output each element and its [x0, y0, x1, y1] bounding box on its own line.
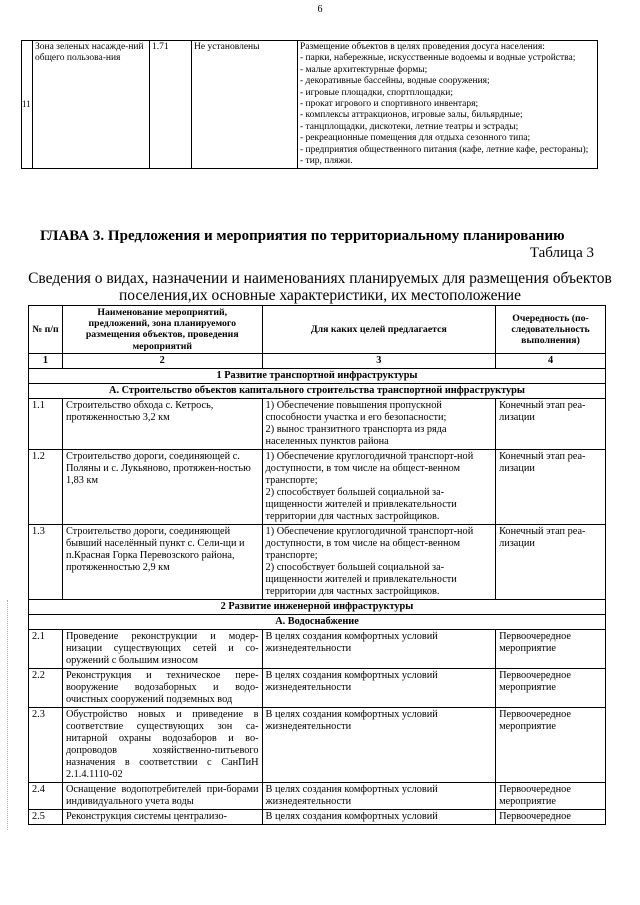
list-item: - танцплощадки, дискотеки, летние театры и эстрады;	[300, 121, 519, 132]
table-row	[29, 398, 606, 449]
row-name: Реконструкция системы централизо-	[62, 809, 262, 824]
scan-edge-marks	[7, 600, 9, 830]
list-item: - тир, пляжи.	[300, 156, 353, 167]
subsection-row	[29, 614, 606, 629]
row-purpose: В целях создания комфортных условий жизнедеятельности	[262, 782, 496, 809]
table-row	[29, 629, 606, 668]
row-name: Проведение реконструкции и модер-низации существующих сетей и со-оружений с большим износом	[62, 629, 262, 668]
zone-name: Зона зеленых насажде-ний общего пользова-ния	[33, 41, 150, 169]
purpose-line: 1) Обеспечение круглогодичной транспорт-ной доступности, в том числе на общест-венном транспорте;	[265, 450, 474, 486]
table-row	[29, 809, 606, 824]
list-item: - рекреационные помещения для отдыха сезонного типа;	[300, 133, 531, 144]
purpose-line: 2) способствует большей социальной за-щищенности жителей и привлекательности территории для частных застройщиков.	[265, 561, 457, 597]
row-num: 2.5	[29, 809, 63, 824]
header-purpose: Для каких целей предлагается	[262, 306, 496, 354]
row-order: Первоочередное	[496, 809, 606, 824]
table-row	[29, 707, 606, 782]
row-name: Реконструкция и техническое пере-вооружение водозаборных и водо-очистных сооружений подземных вод	[62, 668, 262, 707]
purpose-line: 1) Обеспечение повышения пропускной способности участка и его безопасности;	[265, 399, 447, 423]
section-title: 1 Развитие транспортной инфраструктуры	[29, 368, 606, 383]
table-number: Таблица 3	[529, 245, 594, 261]
header-name: Наименование мероприятий, предложений, зона планируемого размещения объектов, проведения мероприятий	[62, 306, 262, 354]
row-num: 1.3	[29, 524, 63, 599]
header-order: Очередность (по-следовательность выполнения)	[496, 306, 606, 354]
row-purpose: В целях создания комфортных условий жизнедеятельности	[262, 629, 496, 668]
zones-table-continuation	[21, 40, 598, 169]
list-item: - комплексы аттракционов, игровые залы, бильярдные;	[300, 110, 523, 121]
row-num: 2.4	[29, 782, 63, 809]
row-order: Конечный этап реа-лизации	[496, 449, 606, 524]
table-header-row	[29, 306, 606, 354]
planning-table	[28, 305, 606, 825]
row-name: Обустройство новых и приведение в соответствие существующих зон са-нитарной охраны водозаборов и во-допроводов хозяйственно-питьевого назначения в соответствии с СанПиН 2.1.4.1110-02	[62, 707, 262, 782]
zone-code: 1.71	[150, 41, 192, 169]
row-order: Первоочередное мероприятие	[496, 707, 606, 782]
subsection-title: А. Водоснабжение	[29, 614, 606, 629]
row-purpose	[262, 524, 496, 599]
section-row	[29, 599, 606, 614]
section-title: 2 Развитие инженерной инфраструктуры	[29, 599, 606, 614]
zone-status: Не установлены	[192, 41, 298, 169]
chapter-title: ГЛАВА 3. Предложения и мероприятия по территориальному планированию	[40, 228, 565, 244]
row-purpose	[262, 449, 496, 524]
row-name: Строительство дороги, соединяющей бывший населённый пункт с. Сели-щи и п.Красная Горка Перевозского района, протяженностью 2,9 км	[62, 524, 262, 599]
section-row	[29, 368, 606, 383]
list-item: - малые архитектурные формы;	[300, 64, 428, 75]
row-num: 2.2	[29, 668, 63, 707]
row-order: Первоочередное мероприятие	[496, 668, 606, 707]
column-number-row	[29, 353, 606, 368]
row-num: 1.2	[29, 449, 63, 524]
table-row	[29, 782, 606, 809]
col-number: 1	[29, 353, 63, 368]
row-number: 11	[22, 41, 33, 169]
row-name: Строительство обхода с. Кетрось, протяженностью 3,2 км	[62, 398, 262, 449]
list-item: - игровые площадки, спортплощадки;	[300, 87, 453, 98]
row-purpose: В целях создания комфортных условий	[262, 809, 496, 824]
row-order: Конечный этап реа-лизации	[496, 524, 606, 599]
col-number: 3	[262, 353, 496, 368]
table-caption: Сведения о видах, назначении и наименованиях планируемых для размещения объектов поселения,их основные характеристики, их местоположение	[28, 270, 612, 304]
list-item: - парки, набережные, искусственные водоемы и водные устройства;	[300, 53, 576, 64]
zone-usage-list	[298, 41, 598, 169]
row-num: 1.1	[29, 398, 63, 449]
table-row	[29, 449, 606, 524]
row-num: 2.3	[29, 707, 63, 782]
header-num: № п/п	[29, 306, 63, 354]
list-item: Размещение объектов в целях проведения досуга населения:	[300, 42, 545, 52]
subsection-row	[29, 383, 606, 398]
subsection-title: А. Строительство объектов капитального строительства транспортной инфраструктуры	[29, 383, 606, 398]
list-item: - прокат игрового и спортивного инвентаря;	[300, 99, 479, 110]
row-order: Первоочередное мероприятие	[496, 782, 606, 809]
row-purpose: В целях создания комфортных условий жизнедеятельности	[262, 707, 496, 782]
row-name: Оснащение водопотребителей при-борами индивидуального учета воды	[62, 782, 262, 809]
table-row	[29, 524, 606, 599]
row-num: 2.1	[29, 629, 63, 668]
table-row	[22, 41, 598, 169]
list-item: - предприятия общественного питания (кафе, летние кафе, рестораны);	[300, 144, 589, 155]
row-order: Конечный этап реа-лизации	[496, 398, 606, 449]
purpose-line: 1) Обеспечение круглогодичной транспорт-ной доступности, в том числе на общест-венном транспорте;	[265, 525, 474, 561]
table-row	[29, 668, 606, 707]
row-name: Строительство дороги, соединяющей с. Поляны и с. Лукьяново, протяжен-ностью 1,83 км	[62, 449, 262, 524]
purpose-line: 2) способствует большей социальной за-щищенности жителей и привлекательности территории для частных застройщиков.	[265, 486, 457, 522]
purpose-line: 2) вынос транзитного транспорта из ряда населенных пунктов района	[265, 423, 447, 447]
row-purpose: В целях создания комфортных условий жизнедеятельности	[262, 668, 496, 707]
row-purpose	[262, 398, 496, 449]
row-order: Первоочередное мероприятие	[496, 629, 606, 668]
col-number: 4	[496, 353, 606, 368]
page-number: 6	[317, 4, 323, 15]
list-item: - декоративные бассейны, водные сооружения;	[300, 76, 490, 87]
col-number: 2	[62, 353, 262, 368]
